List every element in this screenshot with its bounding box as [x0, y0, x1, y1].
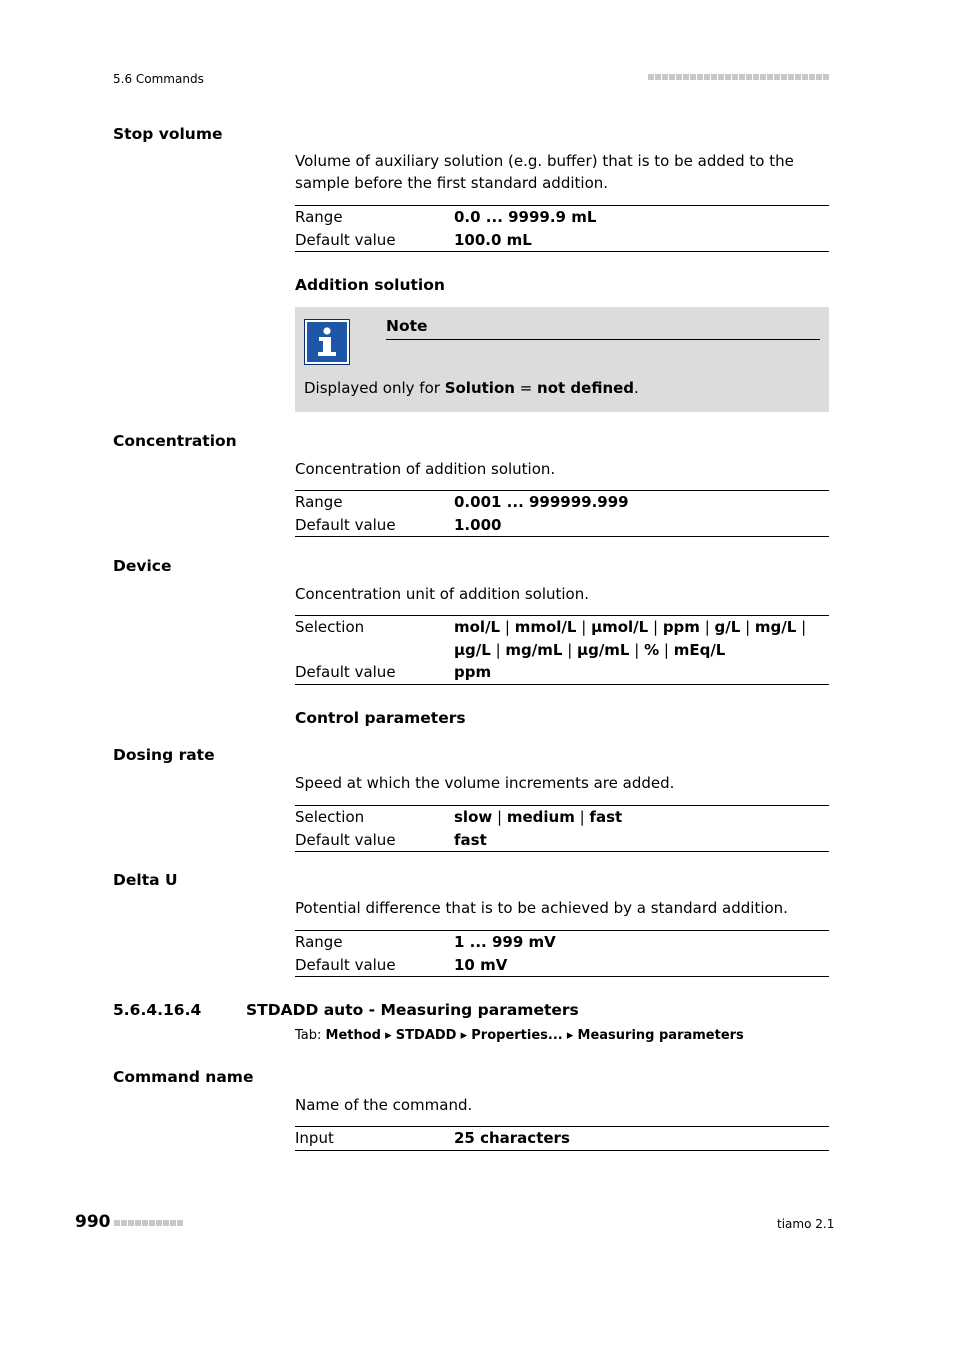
note-equals: = — [514, 379, 538, 397]
option: ppm — [662, 618, 700, 636]
param-title-device: Device — [113, 557, 172, 575]
param-table — [295, 805, 829, 852]
param-title-command-name: Command name — [113, 1068, 254, 1086]
param-title-delta-u: Delta U — [113, 871, 178, 889]
tab-path-item: Measuring parameters — [577, 1028, 744, 1043]
param-description: Speed at which the volume increments are added. — [295, 774, 675, 792]
note-title: Note — [386, 317, 428, 335]
row-key: Range — [295, 933, 343, 951]
row-key: Range — [295, 493, 343, 511]
row-value: 10 mV — [454, 955, 508, 974]
table-row — [295, 514, 829, 537]
param-title-dosing-rate: Dosing rate — [113, 746, 215, 764]
note-suffix: . — [634, 379, 639, 397]
row-value: fast — [454, 830, 487, 849]
row-key: Selection — [295, 808, 365, 826]
table-row — [295, 616, 829, 661]
product-name: tiamo 2.1 — [777, 1217, 835, 1231]
option: mg/mL — [505, 640, 563, 659]
table-row — [295, 954, 829, 977]
option: µmol/L — [591, 618, 649, 636]
row-key: Default value — [295, 230, 396, 249]
row-key: Range — [295, 208, 343, 226]
row-value: 100.0 mL — [454, 230, 532, 249]
row-key: Default value — [295, 515, 396, 534]
option: µg/mL — [577, 640, 630, 659]
table-row — [295, 1127, 829, 1150]
tab-path: Tab: Method ▸ STDADD ▸ Properties... ▸ Measuring parameters — [295, 1028, 744, 1043]
tab-label: Tab: — [295, 1028, 326, 1043]
note-divider — [386, 339, 820, 340]
tab-path-item: Properties... — [471, 1028, 563, 1043]
row-value: ppm — [454, 663, 492, 681]
subheading-addition-solution: Addition solution — [295, 276, 445, 294]
running-header: 5.6 Commands — [113, 72, 204, 86]
note-text — [304, 379, 639, 397]
option: mol/L — [454, 618, 501, 636]
param-description: Name of the command. — [295, 1096, 473, 1114]
selection-options: mol/L | mmol/L | µmol/L | ppm | g/L | mg/L | µg/L | mg/mL | µg/mL | % | mEq/L — [454, 618, 807, 659]
tab-path-item: Method — [325, 1028, 381, 1043]
option: fast — [589, 808, 623, 826]
section-title: STDADD auto - Measuring parameters — [246, 1001, 579, 1019]
param-table — [295, 930, 829, 977]
param-table — [295, 1126, 829, 1151]
row-value: 0.001 ... 999999.999 — [454, 493, 629, 511]
table-row — [295, 491, 829, 514]
table-row — [295, 661, 829, 684]
footer-decoration — [114, 1220, 183, 1226]
option: slow — [454, 808, 493, 826]
row-key: Default value — [295, 663, 396, 681]
row-key: Selection — [295, 618, 365, 636]
param-description: Concentration unit of addition solution. — [295, 585, 590, 603]
row-key: Default value — [295, 830, 396, 849]
info-icon — [304, 319, 350, 365]
row-value: 0.0 ... 9999.9 mL — [454, 208, 597, 226]
option: g/L — [714, 618, 741, 636]
section-number: 5.6.4.16.4 — [113, 1001, 202, 1019]
note-prefix: Displayed only for — [304, 379, 445, 397]
option: mmol/L — [514, 618, 577, 636]
page-number: 990 — [75, 1212, 111, 1232]
tab-path-item: STDADD — [395, 1028, 457, 1043]
row-value: 1.000 — [454, 515, 502, 534]
table-row — [295, 206, 829, 229]
option: µg/L — [454, 640, 491, 659]
option: mg/L — [754, 618, 797, 636]
param-table — [295, 205, 829, 252]
table-row — [295, 829, 829, 852]
note-term: Solution — [444, 379, 515, 397]
row-key: Default value — [295, 955, 396, 974]
param-table — [295, 615, 829, 685]
note-box — [295, 307, 829, 412]
table-row — [295, 806, 829, 829]
subheading-control-parameters: Control parameters — [295, 709, 466, 727]
option: medium — [506, 808, 575, 826]
param-description: Concentration of addition solution. — [295, 460, 556, 478]
table-row — [295, 229, 829, 252]
param-description: Volume of auxiliary solution (e.g. buffer) that is to be added to the sample before the first standard addition. — [295, 152, 794, 192]
header-decoration — [648, 74, 829, 80]
row-key: Input — [295, 1129, 334, 1147]
param-title-concentration: Concentration — [113, 432, 237, 450]
param-description: Potential difference that is to be achieved by a standard addition. — [295, 899, 788, 917]
row-value: 1 ... 999 mV — [454, 933, 556, 951]
option: mEq/L — [673, 640, 726, 659]
selection-options: slow | medium | fast — [454, 808, 623, 826]
row-value: 25 characters — [454, 1129, 570, 1147]
option: % — [644, 640, 660, 659]
note-value: not defined — [537, 379, 635, 397]
param-table — [295, 490, 829, 537]
param-title-stop-volume: Stop volume — [113, 125, 223, 143]
table-row — [295, 931, 829, 954]
